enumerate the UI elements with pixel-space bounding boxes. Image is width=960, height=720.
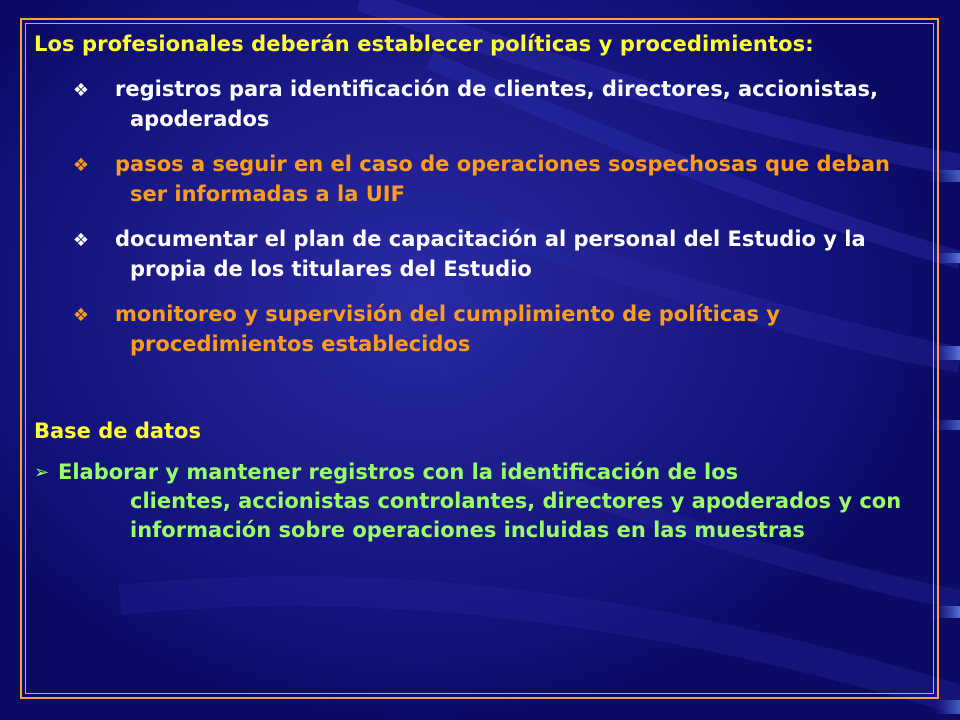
- diamond-four-icon: ❖: [72, 80, 89, 101]
- list-item: [34, 150, 924, 209]
- database-item-first-line: Elaborar y mantener registros con la identificación de los: [58, 460, 739, 484]
- diamond-four-icon: ❖: [72, 155, 89, 176]
- list-item-text: registros para identificación de clientes, directores, accionistas, apoderados: [115, 77, 879, 131]
- list-item: [34, 225, 924, 284]
- policy-list: [34, 75, 924, 359]
- list-item: [34, 300, 924, 359]
- diamond-four-icon: ❖: [72, 230, 89, 251]
- section-heading: Base de datos: [34, 419, 201, 443]
- database-item: [34, 458, 924, 545]
- arrow-right-icon: ➢: [34, 462, 50, 483]
- diamond-four-icon: ❖: [72, 305, 89, 326]
- list-item-text: pasos a seguir en el caso de operaciones sospechosas que deban ser informadas a la UIF: [115, 152, 890, 206]
- list-item-text: documentar el plan de capacitación al personal del Estudio y la propia de los titulares del Estudio: [115, 227, 866, 281]
- list-item: [34, 75, 924, 134]
- slide-heading: Los profesionales deberán establecer políticas y procedimientos:: [34, 32, 814, 56]
- list-item-text: monitoreo y supervisión del cumplimiento de políticas y procedimientos establecidos: [115, 302, 780, 356]
- slide-content: [34, 30, 924, 545]
- database-item-rest: clientes, accionistas controlantes, directores y apoderados y con información sobre operaciones incluidas en las muestras: [130, 489, 902, 542]
